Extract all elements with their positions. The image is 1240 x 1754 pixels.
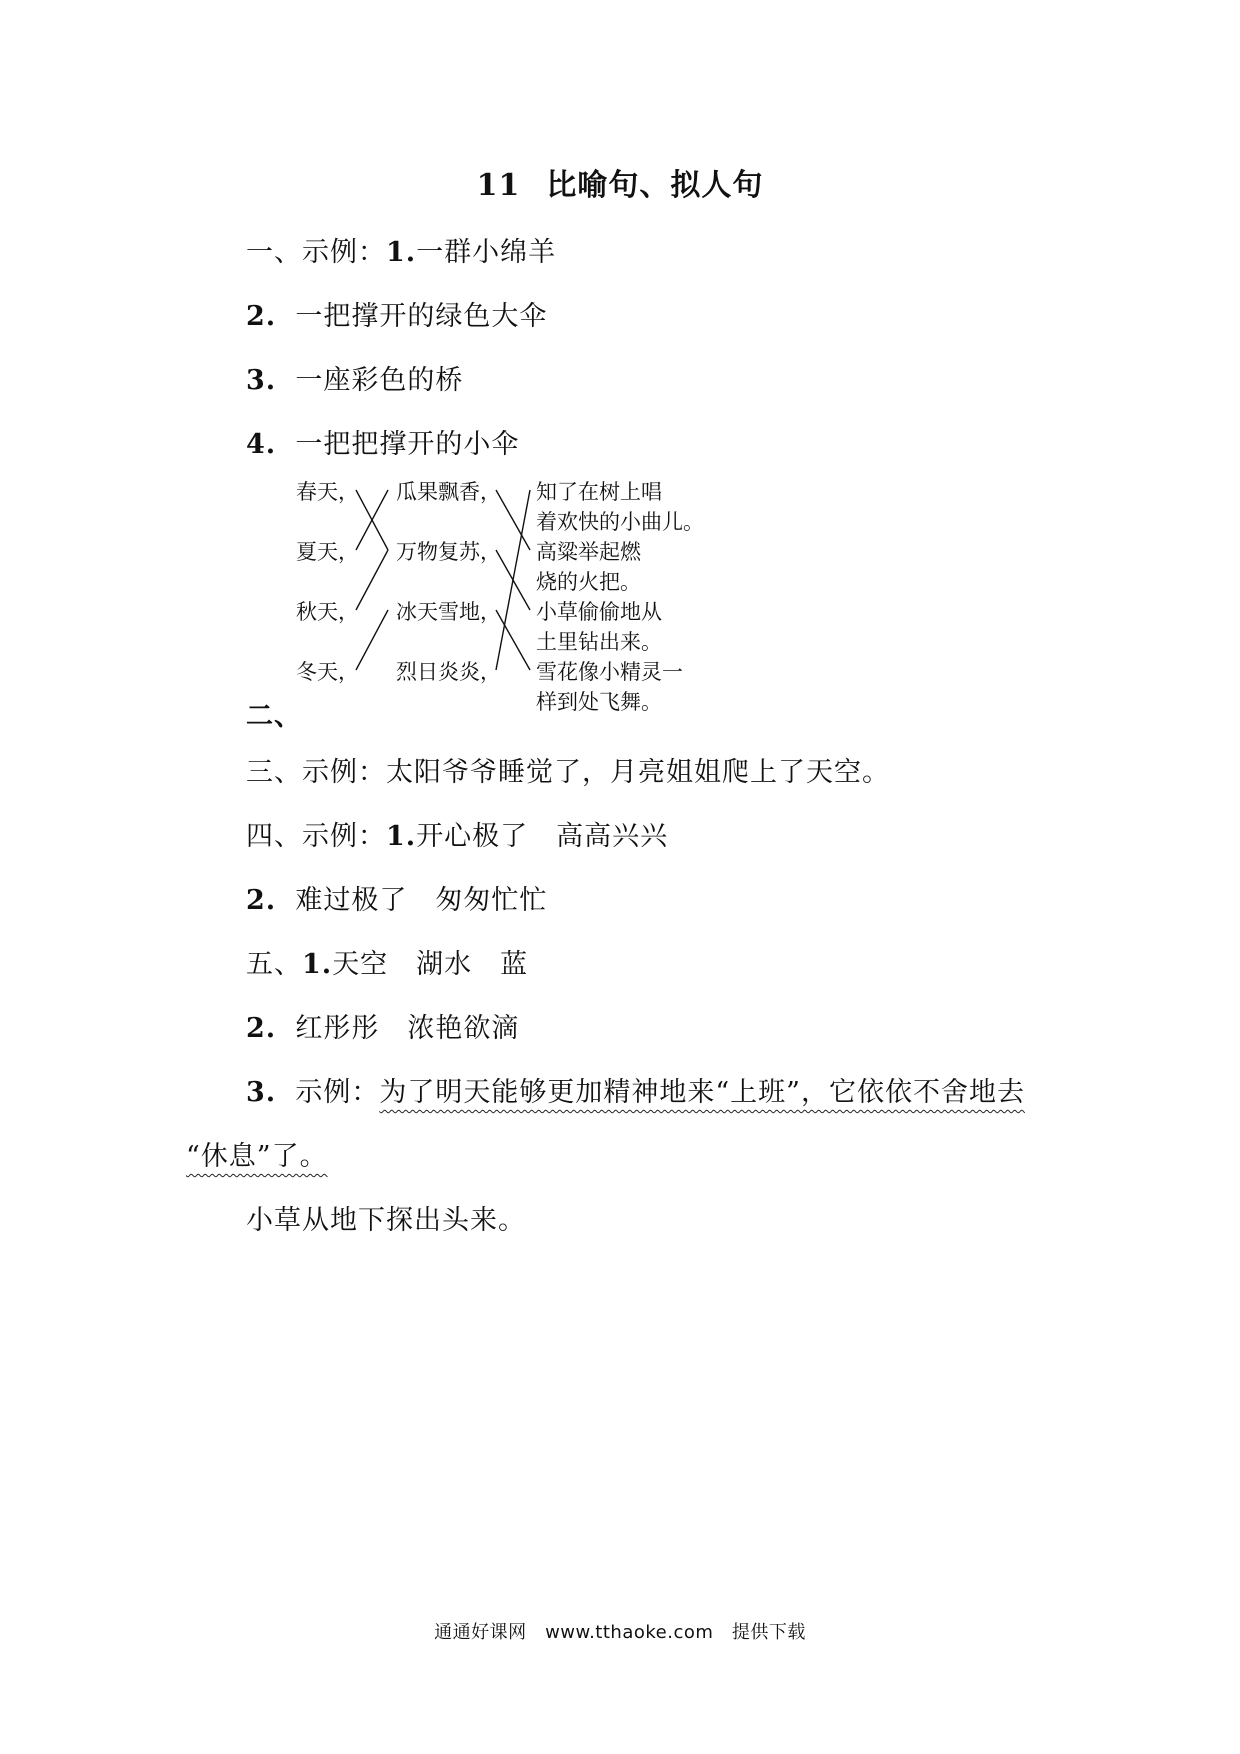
season-spring: 春天， — [296, 480, 359, 504]
phrase-hot: 烈日炎炎， — [396, 660, 501, 684]
section-five-item-3 — [246, 1070, 1025, 1109]
item-number: 4. — [246, 429, 277, 460]
phrase-fruit: 瓜果飘香， — [396, 480, 501, 504]
section-four-prefix: 四、示例： — [246, 821, 386, 852]
season-winter: 冬天， — [296, 660, 359, 684]
sentence-grass-2: 土里钻出来。 — [536, 630, 662, 654]
sentence-snow-2: 样到处飞舞。 — [536, 690, 662, 714]
sentence-grass-1: 小草偷偷地从 — [536, 600, 662, 624]
phrase-snow: 冰天雪地， — [396, 600, 501, 624]
section-one-item-4 — [246, 422, 519, 461]
section-five-extra — [246, 1198, 526, 1237]
item-text: 一座彩色的桥 — [295, 365, 464, 396]
item-number: 1. — [386, 821, 417, 852]
match-line — [356, 550, 388, 610]
lesson-title: 比喻句、拟人句 — [546, 168, 764, 203]
item-number: 1. — [386, 237, 417, 268]
item-number: 2. — [246, 301, 277, 332]
section-five-item-1 — [246, 942, 528, 981]
section-one-item-3 — [246, 358, 463, 397]
item-number: 3. — [246, 1077, 277, 1108]
item-text: 一把把撑开的小伞 — [295, 429, 520, 460]
item-text: 红彤彤 浓艳欲滴 — [295, 1013, 520, 1044]
section-two-label: 二、 — [246, 701, 302, 732]
phrase-revival: 万物复苏， — [396, 540, 501, 564]
section-one-item-2 — [246, 294, 547, 333]
match-line — [496, 490, 530, 670]
section-five-item-2 — [246, 1006, 519, 1045]
item-lead: 示例： — [295, 1077, 380, 1108]
item-text: 一群小绵羊 — [416, 237, 557, 268]
underlined-sentence-part-2: “休息”了。 — [186, 1141, 328, 1172]
footer-credit: 通通好课网 www.tthaoke.com 提供下载 — [434, 1622, 806, 1643]
sentence-sorghum-1: 高粱举起燃 — [536, 540, 641, 564]
item-text: 天空 湖水 蓝 — [332, 949, 529, 980]
item-number: 2. — [246, 1013, 277, 1044]
matching-diagram — [296, 470, 736, 730]
item-text: 一把撑开的绿色大伞 — [295, 301, 548, 332]
section-four-item-2 — [246, 878, 547, 917]
extra-sentence: 小草从地下探出头来。 — [246, 1205, 526, 1236]
item-text: 难过极了 匆匆忙忙 — [295, 885, 548, 916]
item-number: 3. — [246, 365, 277, 396]
item-text: 开心极了 高高兴兴 — [416, 821, 669, 852]
sentence-cicada-2: 着欢快的小曲儿。 — [536, 510, 704, 534]
section-three — [246, 750, 890, 789]
section-three-text: 三、示例：太阳爷爷睡觉了，月亮姐姐爬上了天空。 — [246, 757, 890, 788]
sentence-snow-1: 雪花像小精灵一 — [536, 660, 683, 684]
sentence-cicada-1: 知了在树上唱 — [536, 480, 662, 504]
lesson-number: 11 — [476, 168, 521, 203]
sentence-sorghum-2: 烧的火把。 — [536, 570, 641, 594]
match-line — [356, 610, 388, 670]
item-number: 1. — [302, 949, 333, 980]
section-five-prefix: 五、 — [246, 949, 302, 980]
season-autumn: 秋天， — [296, 600, 359, 624]
underlined-sentence-part-1: 为了明天能够更加精神地来“上班”，它依依不舍地去 — [379, 1077, 1025, 1108]
item-number: 2. — [246, 885, 277, 916]
section-one-prefix: 一、示例： — [246, 237, 386, 268]
section-five-item-3-continued — [186, 1134, 328, 1173]
section-four-item-1 — [246, 814, 668, 853]
section-one-item-1 — [246, 230, 556, 269]
season-summer: 夏天， — [296, 540, 359, 564]
page-title — [0, 160, 1240, 204]
